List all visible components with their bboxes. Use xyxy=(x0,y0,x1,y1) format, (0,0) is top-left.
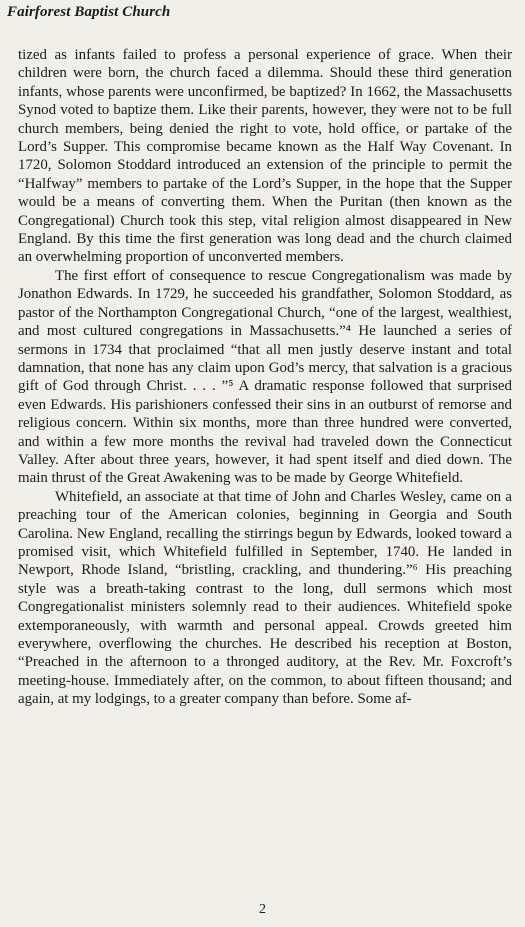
paragraph-3: Whitefield, an associate at that time of John and Charles Wesley, came on a preaching tour of the American colonies, beginning in Georgia and South Carolina. New England, recalling the stirrings begun by Edwards, looked toward a promised visit, which Whitefield fulfilled in September, 1740. He landed in Newport, Rhode Island, “bristling, crackling, and thundering.”⁶ His preaching style was a breath-taking contrast to the long, dull sermons which most Congregationalist ministers solemnly read to their audiences. Whitefield spoke extemporaneously, with warmth and personal appeal. Crowds greeted him everywhere, overflowing the churches. He described his reception at Boston, “Preached in the afternoon to a thronged auditory, at the Rev. Mr. Foxcroft’s meeting-house. Immediately after, on the common, to about fifteen thousand; and again, at my lodgings, to a greater company than before. Some af- xyxy=(18,488,512,708)
body-text xyxy=(18,46,512,709)
paragraph-2: The first effort of consequence to rescue Congregationalism was made by Jonathon Edwards. In 1729, he succeeded his grandfather, Solomon Stoddard, as pastor of the Northampton Congregational Church, “one of the largest, wealthiest, and most cultured congregations in Massachusetts.”⁴ He launched a series of sermons in 1734 that proclaimed “that all men justly deserve instant and total damnation, that none has any claim upon God’s mercy, that salvation is a gracious gift of God through Christ. . . . ”⁵ A dramatic response followed that surprised even Edwards. His parishioners confessed their sins in an outburst of remorse and religious concern. Within six months, more than three hundred were converted, and within a few more months the revival had traveled down the Connecticut Valley. After about three years, however, it had spent itself and died down. The main thrust of the Great Awakening was to be made by George Whitefield. xyxy=(18,267,512,487)
page-number: 2 xyxy=(259,902,266,917)
paragraph-1: tized as infants failed to profess a personal experience of grace. When their children were born, the church faced a dilemma. Should these third generation infants, whose parents were unconfirmed, be baptized? In 1662, the Massachusetts Synod voted to baptize them. Like their parents, however, they were not to be full church members, being denied the right to vote, hold office, or partake of the Lord’s Supper. This compromise became known as the Half Way Covenant. In 1720, Solomon Stoddard introduced an extension of the principle to permit the “Halfway” members to partake of the Lord’s Supper, in the hope that the Supper would be a means of converting them. When the Puritan (then known as the Congregational) Church took this step, vital religion almost disappeared in New England. By this time the first generation was long dead and the church claimed an overwhelming proportion of unconverted members. xyxy=(18,47,512,266)
running-header: Fairforest Baptist Church xyxy=(7,4,171,20)
